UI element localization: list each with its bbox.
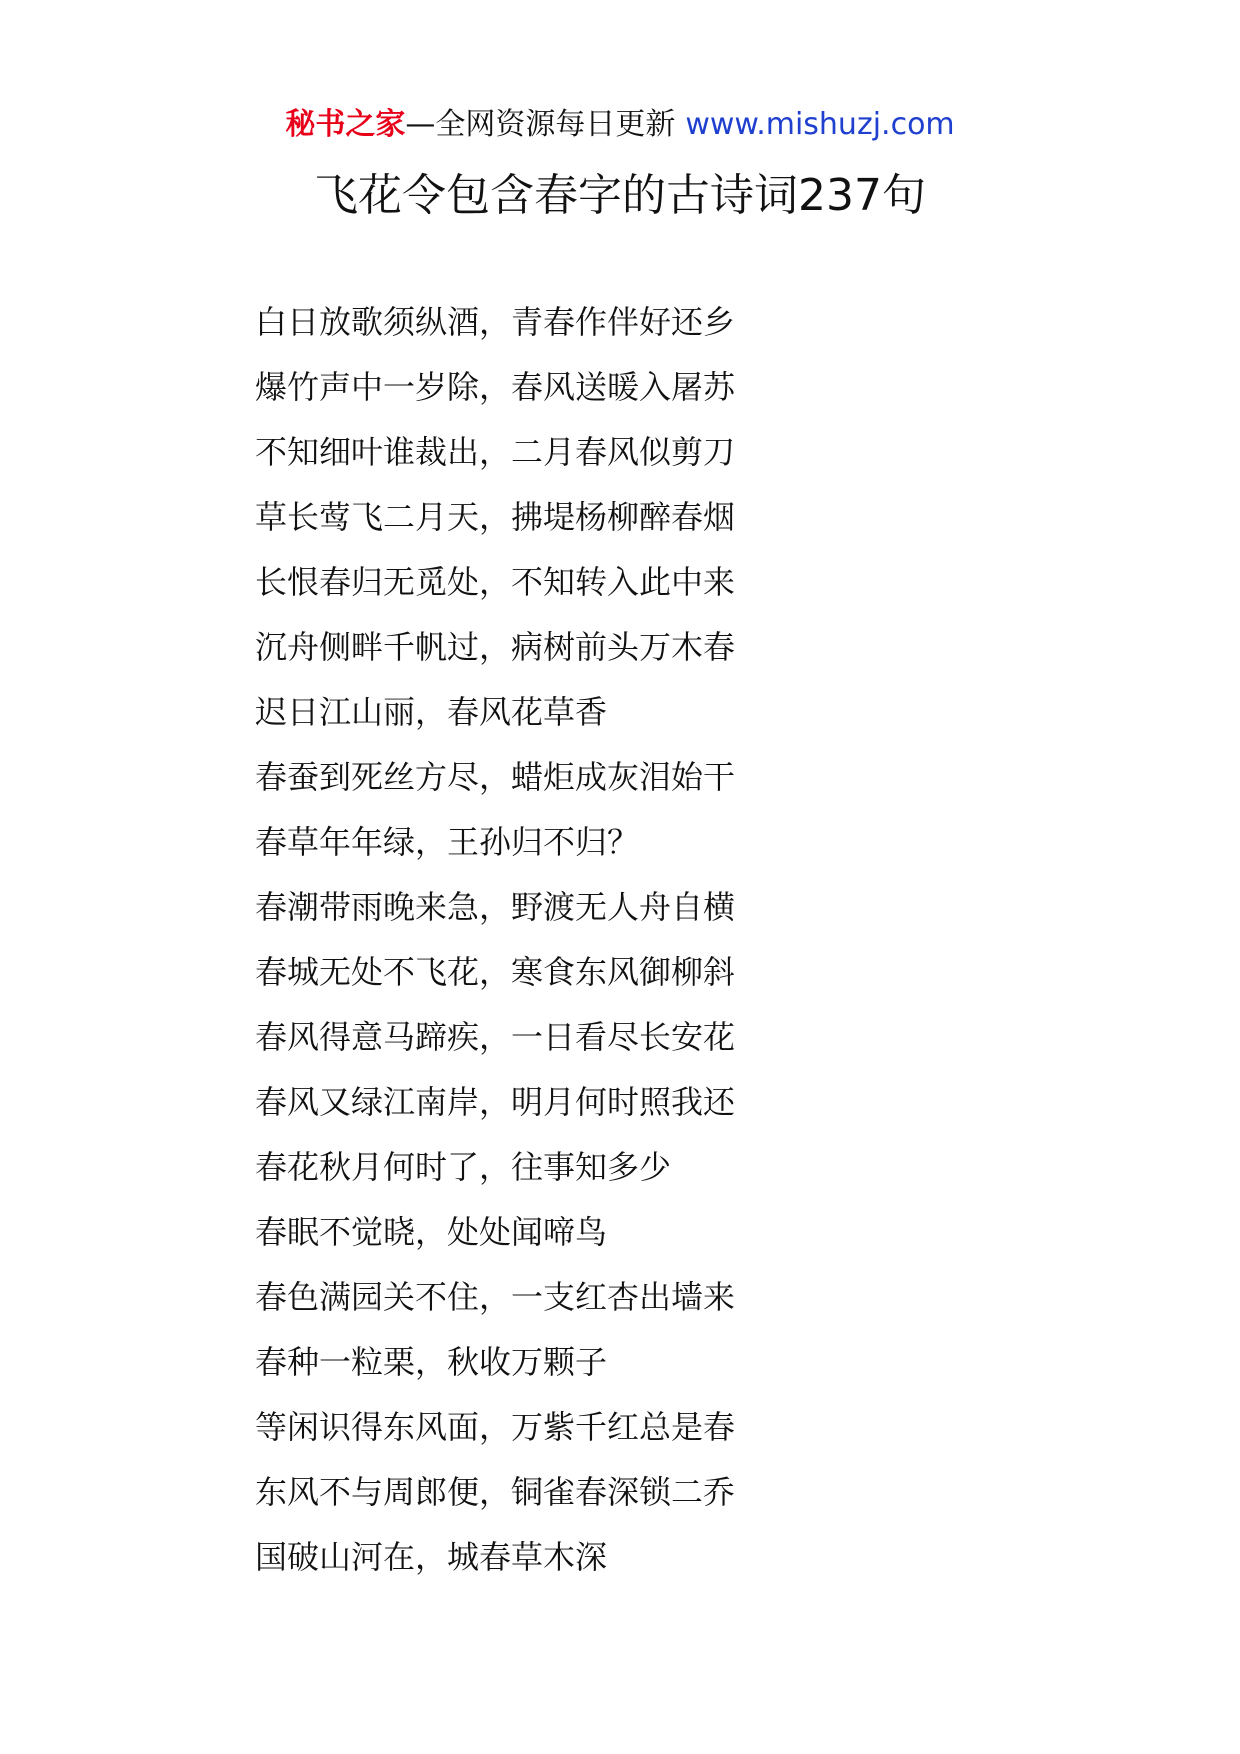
- poem-line: 等闲识得东风面，万紫千红总是春: [255, 1408, 736, 1446]
- poem-line: 长恨春归无觅处，不知转入此中来: [255, 563, 736, 601]
- poem-line: 春草年年绿，王孙归不归？: [255, 823, 640, 861]
- site-header: [0, 103, 1240, 147]
- poem-line: 国破山河在，城春草木深: [255, 1538, 608, 1576]
- poem-line: 春潮带雨晚来急，野渡无人舟自横: [255, 888, 736, 926]
- poem-line: 春城无处不飞花，寒食东风御柳斜: [255, 953, 736, 991]
- poem-line: 春风又绿江南岸，明月何时照我还: [255, 1083, 736, 1121]
- poem-line: 春色满园关不住，一支红杏出墙来: [255, 1278, 736, 1316]
- poem-line: 东风不与周郎便，铜雀春深锁二乔: [255, 1473, 736, 1511]
- poem-line: 沉舟侧畔千帆过，病树前头万木春: [255, 628, 736, 666]
- poem-line: 草长莺飞二月天，拂堤杨柳醉春烟: [255, 498, 736, 536]
- poem-line: 春眠不觉晓，处处闻啼鸟: [255, 1213, 608, 1251]
- poem-line: 春花秋月何时了，往事知多少: [255, 1148, 672, 1186]
- header-tagline: —全网资源每日更新: [405, 107, 676, 142]
- poem-line: 春风得意马蹄疾，一日看尽长安花: [255, 1018, 736, 1056]
- poem-line: 迟日江山丽，春风花草香: [255, 693, 608, 731]
- poem-line: 白日放歌须纵酒，青春作伴好还乡: [255, 303, 736, 341]
- poem-line: 爆竹声中一岁除，春风送暖入屠苏: [255, 368, 736, 406]
- poem-line: 春种一粒栗，秋收万颗子: [255, 1343, 608, 1381]
- document-title: 飞花令包含春字的古诗词237句: [314, 170, 926, 221]
- site-url-link[interactable]: www.mishuzj.com: [685, 107, 955, 142]
- poem-line: 不知细叶谁裁出，二月春风似剪刀: [255, 433, 736, 471]
- brand-name: 秘书之家: [285, 107, 406, 142]
- poem-line-list: [255, 295, 1055, 1595]
- poem-line: 春蚕到死丝方尽，蜡炬成灰泪始干: [255, 758, 736, 796]
